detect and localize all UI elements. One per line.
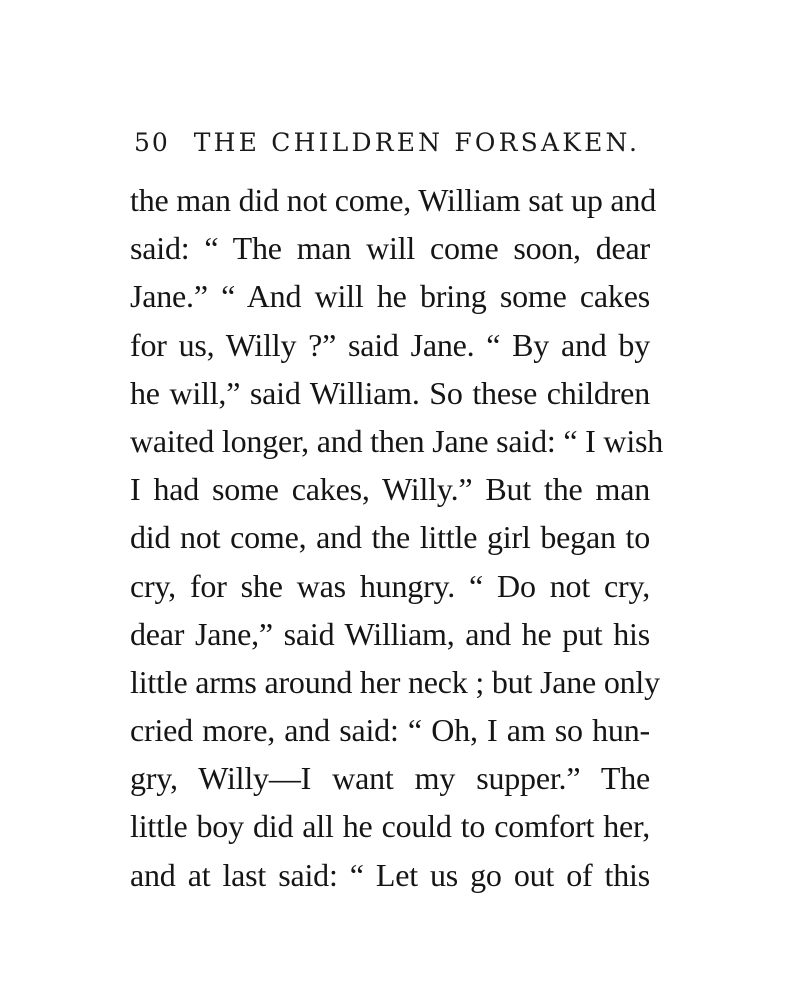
text-line: waited longer, and then Jane said: “ I wish — [130, 422, 664, 459]
running-header — [134, 128, 641, 164]
text-line: I had some cakes, Willy.” But the man — [130, 471, 650, 508]
text-line: the man did not come, William sat up and — [130, 182, 657, 218]
text-line: he will,” said William. So these children — [130, 374, 650, 411]
body-text — [130, 176, 664, 899]
text-line: cried more, and said: “ Oh, I am so hun- — [130, 712, 650, 749]
running-title: THE CHILDREN FORSAKEN. — [193, 128, 641, 157]
text-line: little boy did all he could to comfort her, — [130, 808, 650, 845]
text-line: gry, Willy—I want my supper.” The — [130, 760, 650, 797]
text-line: did not come, and the little girl began to — [130, 519, 650, 556]
text-line: little arms around her neck ; but Jane only — [130, 663, 660, 700]
text-line: and at last said: “ Let us go out of this — [130, 856, 650, 893]
text-line: dear Jane,” said William, and he put his — [130, 615, 650, 652]
page-number: 50 — [134, 128, 170, 157]
text-line: for us, Willy ?” said Jane. “ By and by — [130, 326, 650, 363]
text-line: cry, for she was hungry. “ Do not cry, — [130, 567, 650, 604]
text-line: Jane.” “ And will he bring some cakes — [130, 278, 650, 315]
text-line: said: “ The man will come soon, dear — [130, 230, 650, 267]
